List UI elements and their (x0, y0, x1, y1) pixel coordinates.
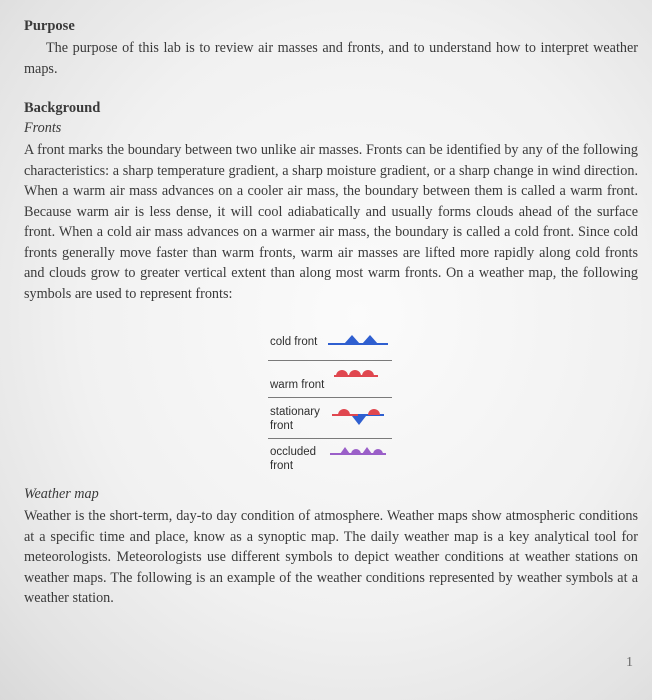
warm-front-label: warm front (270, 379, 325, 391)
fronts-paragraph: A front marks the boundary between two unlike air masses. Fronts can be identified by any of the following characteristics: a sharp temperature gradient, a sharp moisture gradient, or a sharp change in wind direction. When a warm air mass advances on a cooler air mass, the boundary between them is called a warm front. Because warm air is less dense, it will cool adiabatically and usually forms clouds ahead of the surface front. When a cold air mass advances on a warmer air mass, the boundary is called a cold front. Since cold fronts generally move faster than warm fronts, warm air masses are lifted more rapidly along cold fronts and clouds grow to greater vertical extent than along most warm fronts. On a weather map, the following symbols are used to represent fronts: (24, 142, 638, 302)
warm-front-icon (332, 366, 382, 378)
stationary-front-label-line1: stationary (270, 406, 320, 418)
cold-front-icon (326, 332, 390, 350)
cold-front-label: cold front (270, 336, 318, 348)
occluded-front-label-line1: occluded (270, 446, 317, 458)
front-symbols-legend (268, 330, 392, 475)
occluded-front-icon (328, 443, 388, 457)
purpose-heading: Purpose (24, 18, 75, 34)
warm-front-row (268, 361, 392, 398)
weather-map-subheading: Weather map (24, 486, 99, 502)
page-number: 1 (626, 655, 633, 670)
purpose-text: The purpose of this lab is to review air masses and fronts, and to understand how to interpret weather maps. (24, 40, 638, 77)
fronts-subheading: Fronts (24, 120, 62, 136)
stationary-front-label-line2: front (270, 420, 294, 432)
occluded-front-row (268, 439, 392, 475)
occluded-front-label-line2: front (270, 460, 294, 472)
stationary-front-icon (330, 405, 386, 429)
stationary-front-row (268, 398, 392, 439)
cold-front-row (268, 330, 392, 361)
background-heading: Background (24, 100, 101, 116)
weather-map-paragraph: Weather is the short-term, day-to day condition of atmosphere. Weather maps show atmospheric conditions at a specific time and place, know as a synoptic map. The daily weather map is a key analytical tool for meteorologists. Meteorologists use different symbols to depict weather conditions at weather stations on weather maps. The following is an example of the weather conditions represented by weather symbols at a weather station. (24, 508, 638, 606)
